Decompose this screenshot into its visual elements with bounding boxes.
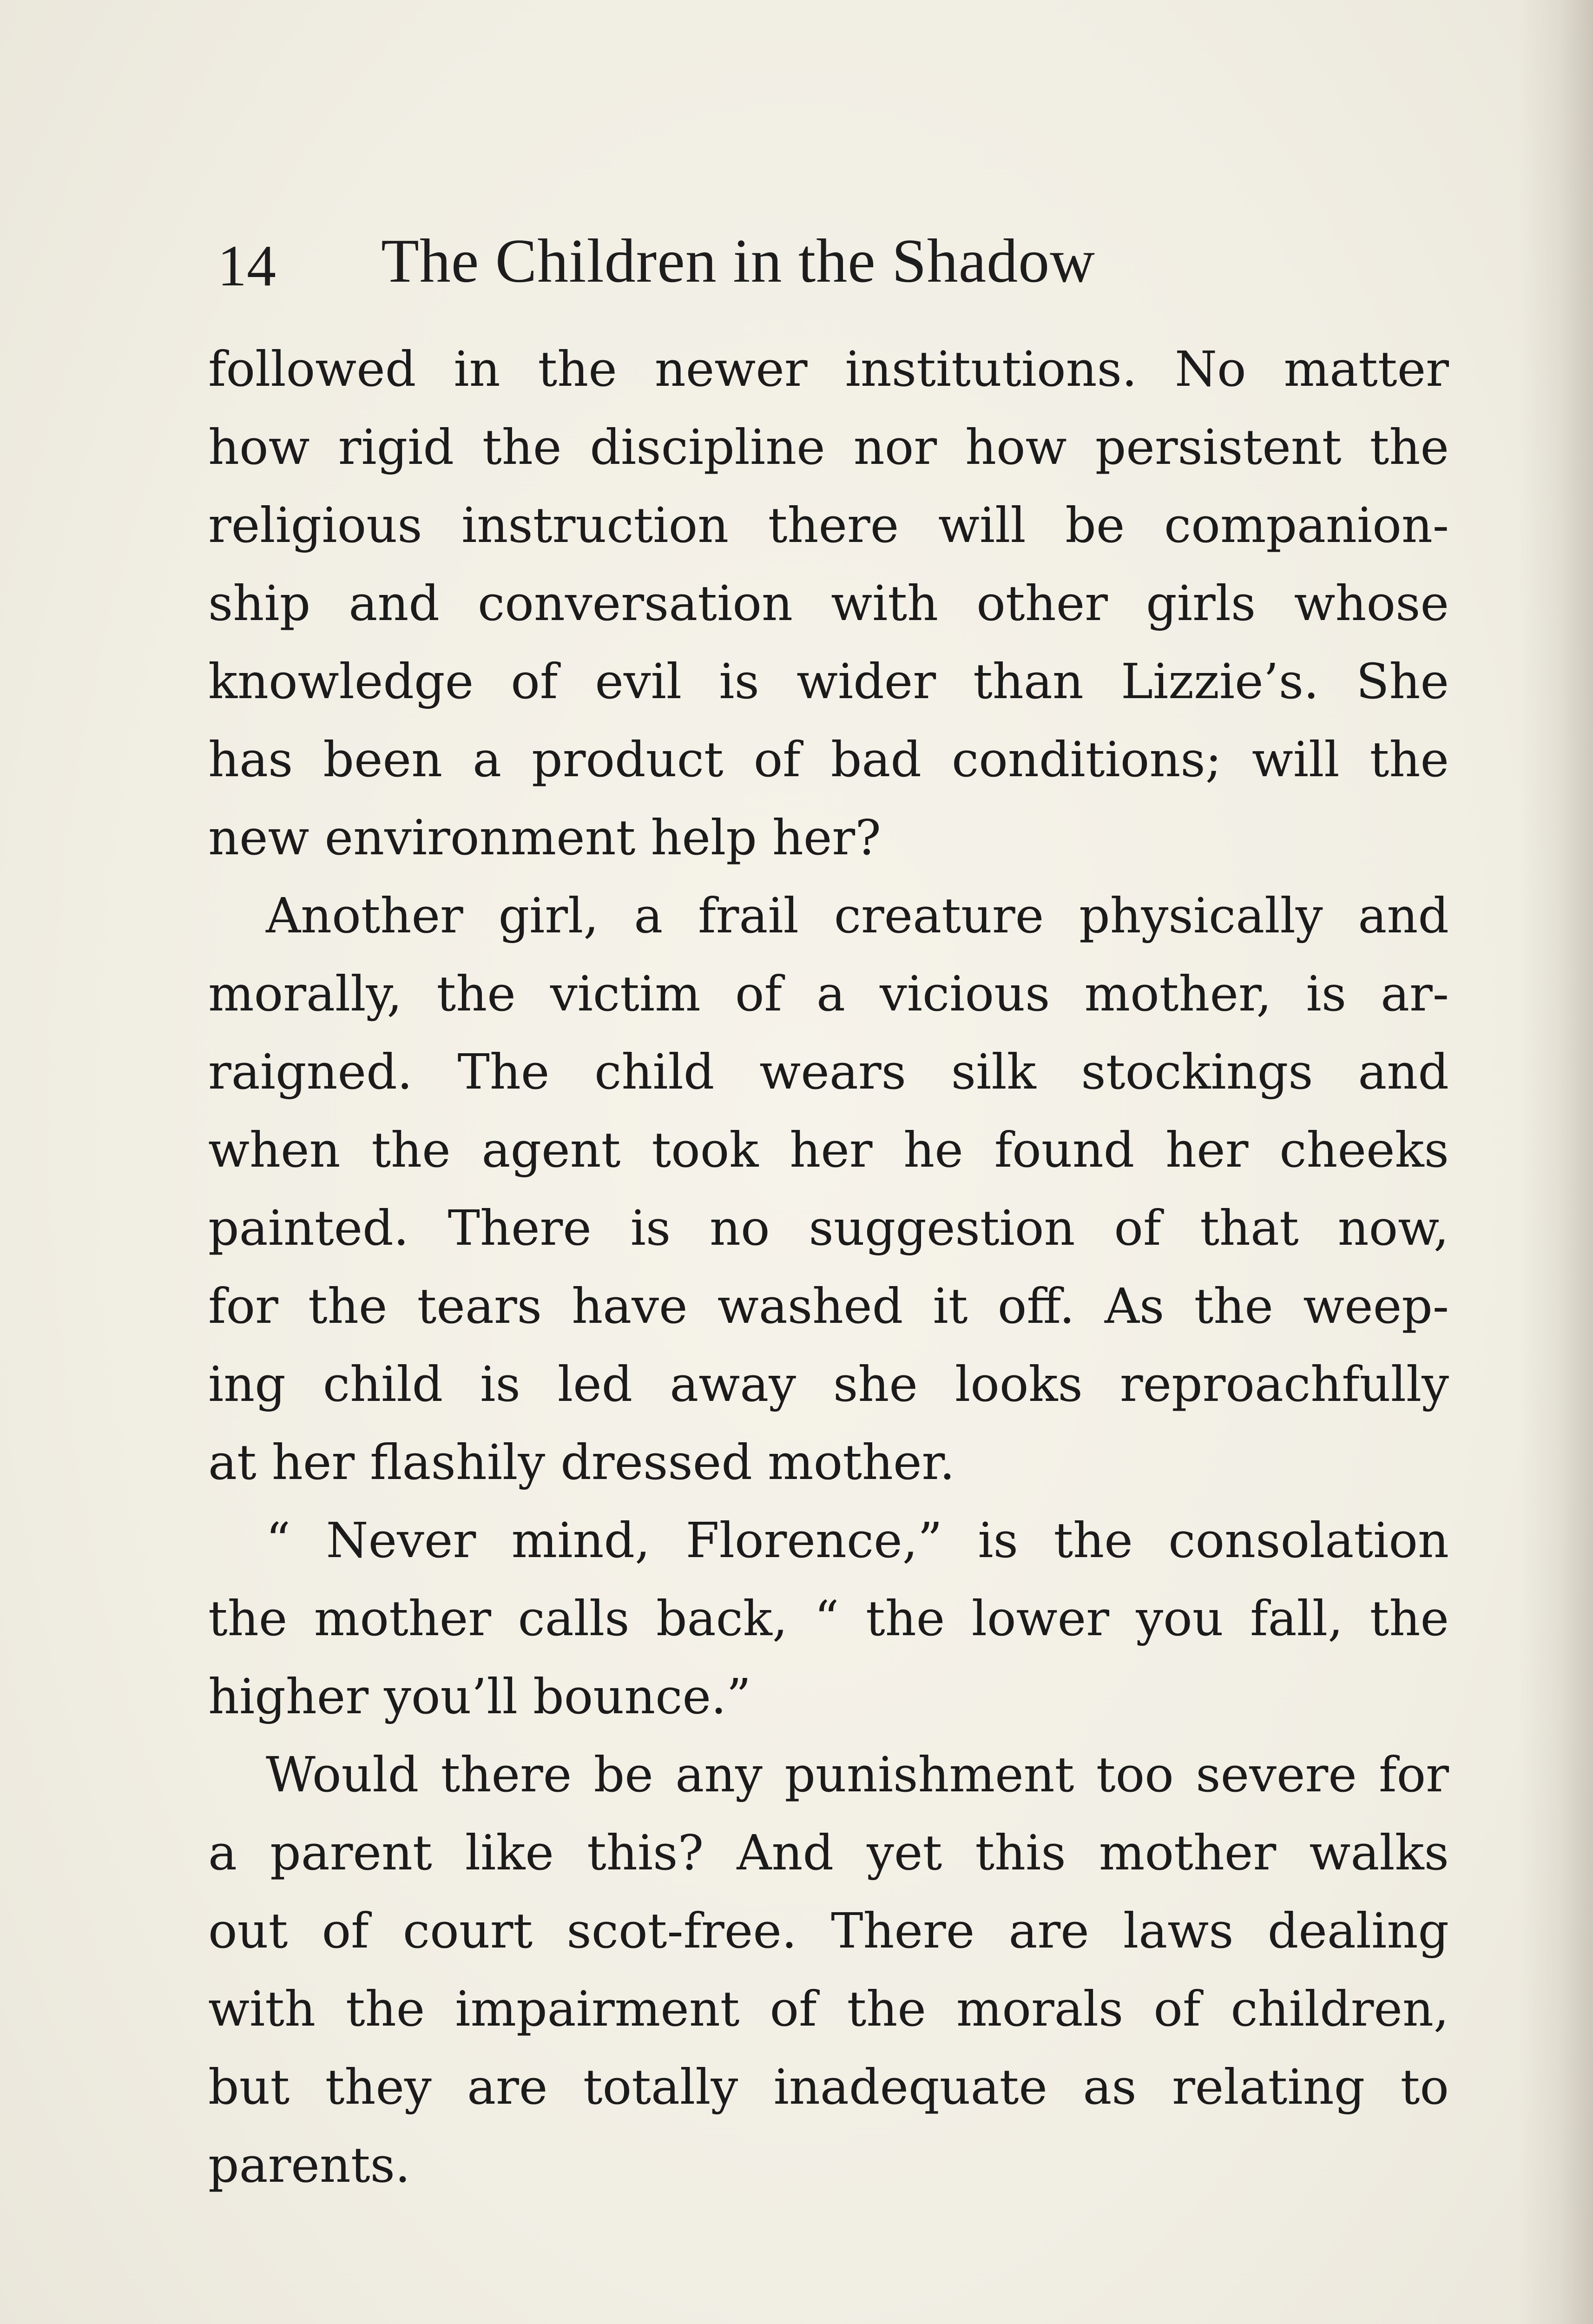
text-line: Would there be any punishment too severe for: [266, 1746, 1449, 1803]
text-line: a parent like this? And yet this mother walks: [208, 1824, 1449, 1881]
paragraph: [208, 1501, 1449, 1736]
text-line: knowledge of evil is wider than Lizzie’s. She: [208, 653, 1449, 710]
text-line: with the impairment of the morals of children,: [208, 1981, 1449, 2037]
text-line: Another girl, a frail creature physically and: [266, 887, 1449, 944]
page-gutter-shadow: [1519, 0, 1593, 2324]
text-line: for the tears have washed it off. As the weep-: [208, 1278, 1449, 1334]
body-text: [208, 330, 1449, 2204]
text-line: “ Never mind, Florence,” is the consolation: [266, 1512, 1449, 1569]
text-line: ing child is led away she looks reproachfully: [208, 1356, 1449, 1413]
text-line: parents.: [208, 2137, 411, 2193]
text-line: when the agent took her he found her cheeks: [208, 1122, 1449, 1178]
text-line: raigned. The child wears silk stockings and: [208, 1043, 1449, 1100]
page-number: 14: [217, 234, 276, 298]
paragraph: [208, 1736, 1449, 2204]
text-line: painted. There is no suggestion of that now,: [208, 1200, 1449, 1256]
text-line: new environment help her?: [208, 809, 881, 866]
text-line: religious instruction there will be companion-: [208, 497, 1449, 554]
text-line: morally, the victim of a vicious mother, is ar-: [208, 965, 1449, 1022]
page-header: [208, 218, 1449, 310]
text-line: higher you’ll bounce.”: [208, 1668, 751, 1725]
text-line: out of court scot-free. There are laws dealing: [208, 1902, 1449, 1959]
text-line: followed in the newer institutions. No matter: [208, 341, 1449, 397]
running-head: The Children in the Shadow: [381, 226, 1095, 295]
text-line: has been a product of bad conditions; will the: [208, 731, 1449, 788]
text-line: ship and conversation with other girls whose: [208, 575, 1449, 632]
text-line: but they are totally inadequate as relating to: [208, 2059, 1449, 2115]
paragraph: [208, 877, 1449, 1501]
text-line: at her flashily dressed mother.: [208, 1434, 955, 1491]
paragraph: [208, 330, 1449, 877]
text-line: the mother calls back, “ the lower you fall, the: [208, 1590, 1449, 1647]
text-line: how rigid the discipline nor how persistent the: [208, 419, 1449, 475]
